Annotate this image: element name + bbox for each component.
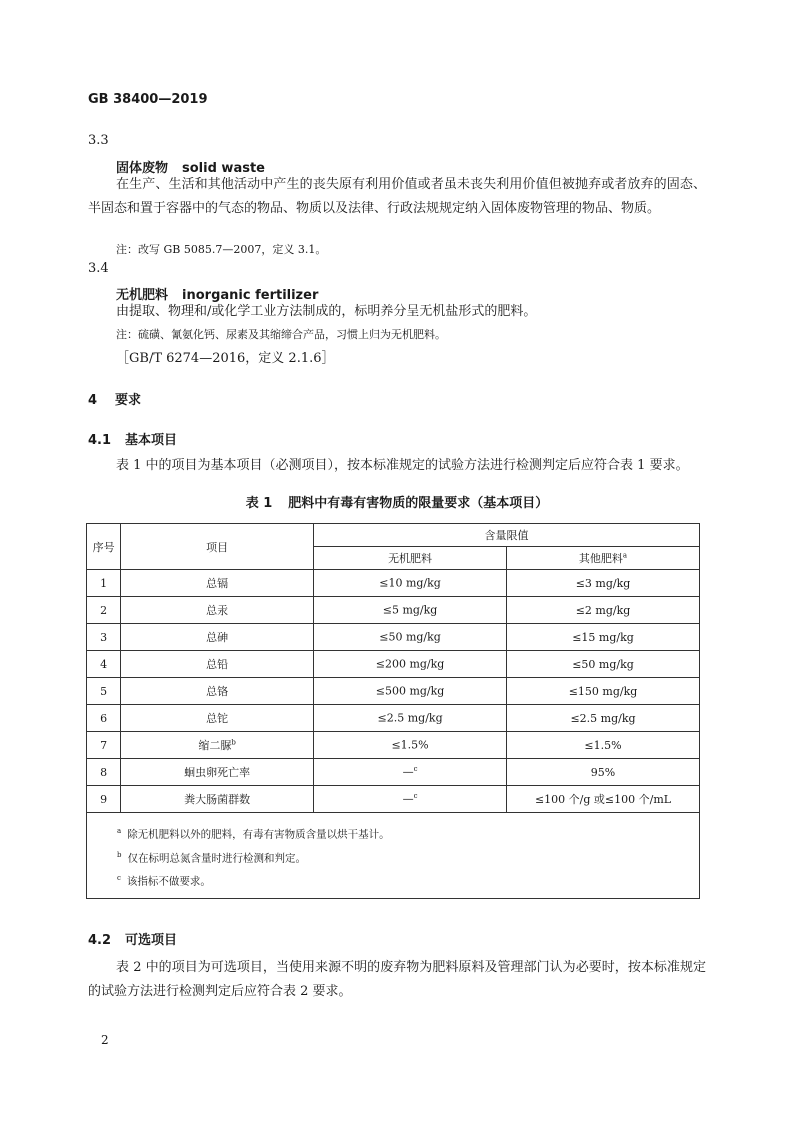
definition-note: 注：改写 GB 5085.7—2007，定义 3.1。 (116, 243, 327, 256)
cell-inorganic-limit (314, 651, 507, 678)
header-item: 项目 (121, 524, 314, 570)
cell-other-limit (507, 570, 700, 597)
cell-other-limit (507, 597, 700, 624)
cell-other-limit-text: ≤150 mg/kg (568, 684, 638, 698)
cell-serial-number (87, 786, 121, 813)
definition-text: 由提取、物理和/或化学工业方法制成的，标明养分呈无机盐形式的肥料。 (116, 304, 537, 319)
section-heading (88, 389, 141, 408)
footnote-marker: a (117, 827, 122, 835)
term-english: inorganic fertilizer (182, 288, 319, 303)
cell-item (121, 678, 314, 705)
footnote-text: 该指标不做要求。 (126, 875, 211, 888)
cell-inorganic-limit-text: ≤10 mg/kg (379, 576, 441, 590)
cell-inorganic-limit (314, 759, 507, 786)
cell-inorganic-limit-text: ≤1.5% (391, 738, 429, 752)
cell-other-limit (507, 651, 700, 678)
cell-other-limit (507, 705, 700, 732)
cell-other-limit-text: ≤2 mg/kg (575, 603, 631, 617)
header-content-limit: 含量限值 (314, 524, 700, 547)
table-title: 肥料中有毒有害物质的限量要求（基本项目） (288, 496, 549, 511)
table-number: 表 1 (245, 496, 273, 511)
cell-inorganic-limit-text: ≤200 mg/kg (375, 657, 445, 671)
cell-serial-number (87, 597, 121, 624)
footnote-text: 仅在标明总氮含量时进行检测和判定。 (127, 852, 306, 864)
cell-inorganic-limit (314, 705, 507, 732)
cell-serial-number-text: 2 (100, 603, 108, 617)
term-english: solid waste (182, 161, 265, 176)
cell-other-limit-text: ≤1.5% (584, 738, 622, 752)
cell-item (121, 624, 314, 651)
cell-other-limit-text: 95% (590, 765, 616, 779)
table-footnotes (87, 813, 700, 899)
table-caption (88, 492, 706, 511)
table-row (87, 732, 700, 759)
cell-item-text: 总汞 (206, 604, 229, 617)
cell-item (121, 597, 314, 624)
cell-inorganic-limit-text: ≤2.5 mg/kg (377, 711, 443, 725)
cell-serial-number (87, 705, 121, 732)
cell-inorganic-limit-text: — (402, 792, 414, 806)
clause-number: 3.3 (88, 133, 109, 148)
table-row (87, 759, 700, 786)
subsection-number: 4.2 (88, 933, 112, 948)
cell-inorganic-limit (314, 624, 507, 651)
cell-item-text: 总镉 (206, 577, 229, 590)
body-paragraph: 表 1 中的项目为基本项目（必测项目），按本标准规定的试验方法进行检测判定后应符合表 1 要求。 (116, 458, 689, 473)
cell-other-limit (507, 759, 700, 786)
section-number: 4 (88, 393, 98, 408)
cell-item-text: 总铬 (206, 685, 229, 698)
cell-serial-number-text: 3 (100, 630, 108, 644)
cell-serial-number-text: 9 (100, 792, 108, 806)
cell-inorganic-limit (314, 570, 507, 597)
term-chinese: 固体废物 (116, 161, 169, 176)
footnote-text: 除无机肥料以外的肥料，有毒有害物质含量以烘干基计。 (127, 828, 390, 841)
cell-item (121, 651, 314, 678)
subsection-number: 4.1 (88, 433, 112, 448)
table-row (87, 786, 700, 813)
definition-note: 注：硫磺、氰氨化钙、尿素及其缩缔合产品，习惯上归为无机肥料。 (116, 328, 446, 341)
cell-other-limit (507, 732, 700, 759)
footnote-marker: c (413, 765, 418, 774)
subsection-heading (88, 429, 177, 448)
term-chinese: 无机肥料 (116, 288, 169, 303)
footnote-line (117, 868, 699, 892)
footnote-marker: c (117, 874, 121, 882)
cell-serial-number (87, 651, 121, 678)
cell-other-limit-text: ≤3 mg/kg (575, 576, 631, 590)
cell-other-limit (507, 624, 700, 651)
cell-item (121, 705, 314, 732)
subsection-heading (88, 929, 177, 948)
cell-inorganic-limit-text: — (402, 765, 414, 779)
header-serial-number: 序号 (87, 524, 121, 570)
cell-serial-number (87, 678, 121, 705)
header-inorganic-fertilizer: 无机肥料 (314, 547, 507, 570)
table-row (87, 597, 700, 624)
cell-inorganic-limit (314, 786, 507, 813)
cell-inorganic-limit (314, 597, 507, 624)
subsection-title: 可选项目 (125, 933, 178, 948)
header-other-fertilizer (507, 547, 700, 570)
cell-item (121, 732, 314, 759)
cell-serial-number-text: 8 (100, 765, 108, 779)
cell-serial-number (87, 624, 121, 651)
table-row (87, 624, 700, 651)
cell-serial-number (87, 759, 121, 786)
footnote-marker: a (622, 551, 628, 560)
cell-item (121, 759, 314, 786)
cell-other-limit (507, 786, 700, 813)
cell-serial-number-text: 1 (100, 576, 108, 590)
cell-item-text: 缩二脲 (198, 739, 232, 752)
cell-inorganic-limit (314, 678, 507, 705)
subsection-title: 基本项目 (125, 433, 178, 448)
footnote-marker: c (413, 792, 418, 801)
cell-other-limit-text: ≤100 个/g 或≤100 个/mL (534, 793, 672, 806)
cell-inorganic-limit-text: ≤50 mg/kg (379, 630, 441, 644)
cell-other-limit-text: ≤50 mg/kg (572, 657, 634, 671)
footnote-marker: b (117, 850, 122, 859)
cell-serial-number (87, 570, 121, 597)
definition-text: 在生产、生活和其他活动中产生的丧失原有利用价值或者虽未丧失利用价值但被抛弃或者放弃的固态、半固态和置于容器中的气态的物品、物质以及法律、行政法规规定纳入固体废物管理的物品、物质。 (88, 177, 706, 216)
cell-item (121, 786, 314, 813)
cell-serial-number (87, 732, 121, 759)
cell-other-limit-text: ≤2.5 mg/kg (570, 711, 636, 725)
cell-item-text: 蛔虫卵死亡率 (184, 766, 251, 779)
section-title: 要求 (115, 393, 142, 408)
cell-inorganic-limit-text: ≤500 mg/kg (375, 684, 445, 698)
cell-item-text: 总铅 (206, 658, 229, 671)
page-number: 2 (101, 1033, 109, 1047)
table-row (87, 651, 700, 678)
clause-number: 3.4 (88, 261, 109, 276)
table-row (87, 705, 700, 732)
cell-other-limit-text: ≤15 mg/kg (572, 630, 634, 644)
cell-serial-number-text: 7 (100, 738, 108, 752)
table-row (87, 678, 700, 705)
standard-number: GB 38400—2019 (88, 92, 208, 107)
footnote-marker: b (231, 738, 236, 747)
cell-inorganic-limit-text: ≤5 mg/kg (382, 603, 438, 617)
cell-other-limit (507, 678, 700, 705)
source-reference: ［GB/T 6274—2016，定义 2.1.6］ (116, 351, 335, 366)
footnote-line (117, 845, 699, 869)
cell-item-text: 粪大肠菌群数 (184, 793, 251, 806)
footnote-line (117, 821, 699, 845)
cell-item (121, 570, 314, 597)
cell-serial-number-text: 5 (100, 684, 108, 698)
cell-inorganic-limit (314, 732, 507, 759)
cell-serial-number-text: 4 (100, 657, 108, 671)
cell-item-text: 总砷 (206, 631, 229, 644)
header-other-label: 其他肥料 (578, 552, 623, 565)
limits-table (86, 523, 700, 899)
table-row (87, 570, 700, 597)
cell-serial-number-text: 6 (100, 711, 108, 725)
body-paragraph: 表 2 中的项目为可选项目，当使用来源不明的废弃物为肥料原料及管理部门认为必要时，按本标准规定的试验方法进行检测判定后应符合表 2 要求。 (88, 960, 706, 999)
cell-item-text: 总铊 (206, 712, 229, 725)
